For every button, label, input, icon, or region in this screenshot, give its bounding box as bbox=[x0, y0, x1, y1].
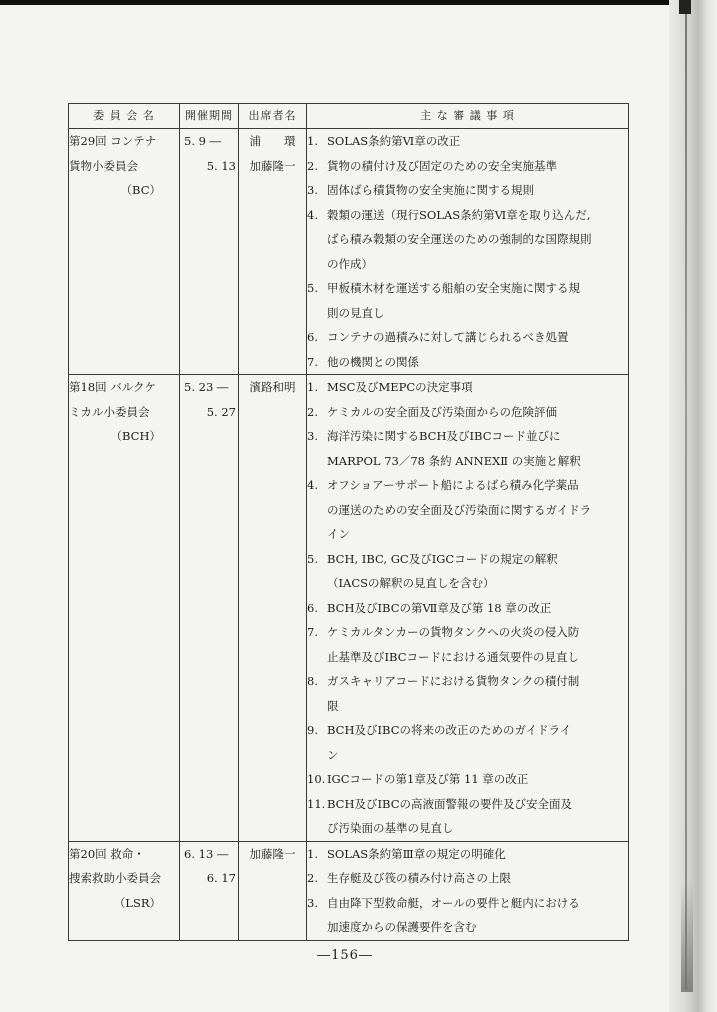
committee-name-line: 第29回 コンテナ bbox=[69, 134, 157, 148]
item-text-line: BCH, IBC, GC及びIGCコードの規定の解釈 bbox=[327, 551, 558, 566]
attendee-name: 加藤隆一 bbox=[249, 158, 296, 173]
item-text-line: ガスキャリアコードにおける貨物タンクの積付制 bbox=[327, 674, 580, 688]
committee-abbr: （BCH） bbox=[110, 429, 161, 443]
period-cell bbox=[180, 375, 239, 842]
agenda-item bbox=[307, 842, 628, 867]
item-text-line: 止基準及びIBCコードにおける通気要件の見直し bbox=[327, 649, 580, 664]
item-number: 11. bbox=[307, 796, 326, 811]
item-text-line: コンテナの過積みに対して講じられるべき処置 bbox=[327, 330, 569, 344]
item-text-line: 則の見直し bbox=[327, 305, 385, 320]
committee-name-line: ミカル小委員会 bbox=[69, 404, 150, 419]
binding-shadow bbox=[681, 882, 693, 992]
agenda-item bbox=[307, 718, 628, 767]
committee-name-line: 貨物小委員会 bbox=[69, 158, 138, 173]
agenda-item bbox=[307, 400, 628, 425]
item-number: 7. bbox=[307, 354, 318, 369]
item-text-line: オフショアーサポート船によるばら積み化学薬品 bbox=[327, 478, 579, 492]
item-number: 4. bbox=[307, 207, 318, 222]
item-text-line: 海洋汚染に関するBCH及びIBCコード並びに bbox=[327, 429, 561, 443]
item-number: 5. bbox=[307, 281, 318, 295]
header-period: 開催期間 bbox=[180, 104, 239, 129]
header-main-items: 主 な 審 議 事 項 bbox=[307, 104, 629, 129]
item-text-line: 固体ばら積貨物の安全実施に関する規則 bbox=[327, 183, 534, 197]
period-cell bbox=[180, 129, 239, 375]
item-text-line: 自由降下型救命艇，オールの要件と艇内における bbox=[327, 895, 580, 910]
attendee-name: 加藤隆一 bbox=[249, 846, 296, 861]
table-header-row bbox=[69, 104, 629, 129]
item-text-line: SOLAS条約第Ⅲ章の規定の明確化 bbox=[327, 846, 506, 861]
item-number: 1. bbox=[307, 134, 318, 148]
committee-cell bbox=[69, 129, 180, 375]
items-cell bbox=[307, 129, 629, 375]
committee-cell bbox=[69, 375, 180, 842]
item-text-line: び汚染面の基準の見直し bbox=[327, 821, 454, 835]
item-text-line: MARPOL 73／78 条約 ANNEXⅡ の実施と解釈 bbox=[327, 453, 581, 468]
binding-corner-mark bbox=[679, 0, 691, 14]
item-text-line: BCH及びIBCの将来の改正のためのガイドライ bbox=[327, 723, 572, 737]
item-text-line: の運送のための安全面及び汚染面に関するガイドラ bbox=[327, 502, 592, 517]
book-binding-edge bbox=[669, 0, 717, 1012]
table-row bbox=[69, 375, 629, 842]
agenda-item bbox=[307, 154, 628, 179]
committee-abbr: （LSR） bbox=[113, 895, 161, 910]
item-text-line: MSC及びMEPCの決定事項 bbox=[327, 380, 473, 394]
item-text-line: の作成） bbox=[327, 256, 373, 271]
item-number: 6. bbox=[307, 600, 318, 615]
item-text-line: ケミカルタンカーの貨物タンクへの火炎の侵入防 bbox=[327, 625, 580, 639]
item-text-line: IGCコードの第1章及び第 11 章の改正 bbox=[327, 772, 529, 786]
item-number: 1. bbox=[307, 846, 318, 861]
date-start: 5. 9 ― bbox=[184, 134, 222, 148]
item-number: 1. bbox=[307, 380, 318, 394]
agenda-item bbox=[307, 325, 628, 350]
item-text-line: BCH及びIBCの第Ⅶ章及び第 18 章の改正 bbox=[327, 600, 552, 615]
agenda-item bbox=[307, 620, 628, 669]
attendee-name: 濱路和明 bbox=[249, 380, 296, 394]
item-text-line: （IACSの解釈の見直しを含む） bbox=[327, 576, 495, 590]
attendees-cell bbox=[239, 375, 307, 842]
item-number: 3. bbox=[307, 895, 318, 910]
date-end: 6. 17 bbox=[206, 871, 236, 885]
items-cell bbox=[307, 841, 629, 940]
item-number: 8. bbox=[307, 674, 318, 688]
item-text-line: 甲板積木材を運送する船舶の安全実施に関する規 bbox=[327, 281, 580, 295]
agenda-item bbox=[307, 350, 628, 375]
committee-name-line: 捜索救助小委員会 bbox=[69, 871, 161, 885]
item-text-line: SOLAS条約第Ⅵ章の改正 bbox=[327, 134, 461, 148]
item-number: 3. bbox=[307, 183, 318, 197]
item-text-line: ばら積み穀類の安全運送のための強制的な国際規則 bbox=[327, 232, 592, 246]
date-end: 5. 27 bbox=[206, 404, 236, 419]
item-number: 2. bbox=[307, 404, 318, 419]
item-text-line: 他の機関との関係 bbox=[327, 354, 419, 369]
item-number: 2. bbox=[307, 871, 318, 885]
page-top-border bbox=[0, 0, 717, 5]
committee-abbr: （BC） bbox=[120, 183, 161, 197]
agenda-item bbox=[307, 866, 628, 891]
item-number: 10. bbox=[307, 772, 326, 786]
item-number: 7. bbox=[307, 625, 318, 639]
date-start: 5. 23 ― bbox=[184, 380, 229, 394]
page-number: ―156― bbox=[317, 948, 373, 963]
item-text-line: ケミカルの安全面及び汚染面からの危険評価 bbox=[327, 404, 557, 419]
binding-gutter-line bbox=[685, 14, 687, 989]
agenda-item bbox=[307, 473, 628, 547]
committee-table bbox=[68, 103, 629, 941]
agenda-item bbox=[307, 792, 628, 841]
header-committee: 委 員 会 名 bbox=[69, 104, 180, 129]
period-cell bbox=[180, 841, 239, 940]
committee-name-line: 第20回 救命・ bbox=[69, 846, 145, 861]
committee-cell bbox=[69, 841, 180, 940]
items-cell bbox=[307, 375, 629, 842]
agenda-item bbox=[307, 424, 628, 473]
agenda-item bbox=[307, 547, 628, 596]
agenda-item bbox=[307, 178, 628, 203]
agenda-item bbox=[307, 375, 628, 400]
item-text-line: イン bbox=[327, 527, 350, 541]
attendees-cell bbox=[239, 841, 307, 940]
item-text-line: 生存艇及び筏の積み付け高さの上限 bbox=[327, 871, 511, 885]
item-number: 9. bbox=[307, 723, 318, 737]
item-number: 2. bbox=[307, 158, 318, 173]
item-text-line: ン bbox=[327, 747, 339, 762]
item-number: 5. bbox=[307, 551, 318, 566]
date-start: 6. 13 ― bbox=[184, 846, 229, 861]
table-row bbox=[69, 841, 629, 940]
item-text-line: 貨物の積付け及び固定のための安全実施基準 bbox=[327, 158, 557, 173]
item-text-line: 加速度からの保護要件を含む bbox=[327, 920, 477, 934]
item-number: 4. bbox=[307, 478, 318, 492]
item-number: 3. bbox=[307, 429, 318, 443]
agenda-item bbox=[307, 891, 628, 940]
agenda-item bbox=[307, 129, 628, 154]
committee-name-line: 第18回 バルクケ bbox=[69, 380, 157, 394]
item-text-line: 限 bbox=[327, 698, 339, 713]
item-text-line: 穀類の運送（現行SOLAS条約第Ⅵ章を取り込んだ, bbox=[327, 207, 591, 222]
agenda-item bbox=[307, 276, 628, 325]
attendee-name: 浦 環 bbox=[249, 134, 296, 148]
agenda-item bbox=[307, 203, 628, 277]
agenda-item bbox=[307, 669, 628, 718]
header-attendees: 出席者名 bbox=[239, 104, 307, 129]
item-number: 6. bbox=[307, 330, 318, 344]
agenda-item bbox=[307, 596, 628, 621]
item-text-line: BCH及びIBCの高液面警報の要件及び安全面及 bbox=[327, 796, 572, 811]
date-end: 5. 13 bbox=[206, 158, 236, 173]
attendees-cell bbox=[239, 129, 307, 375]
table-row bbox=[69, 129, 629, 375]
agenda-item bbox=[307, 767, 628, 792]
